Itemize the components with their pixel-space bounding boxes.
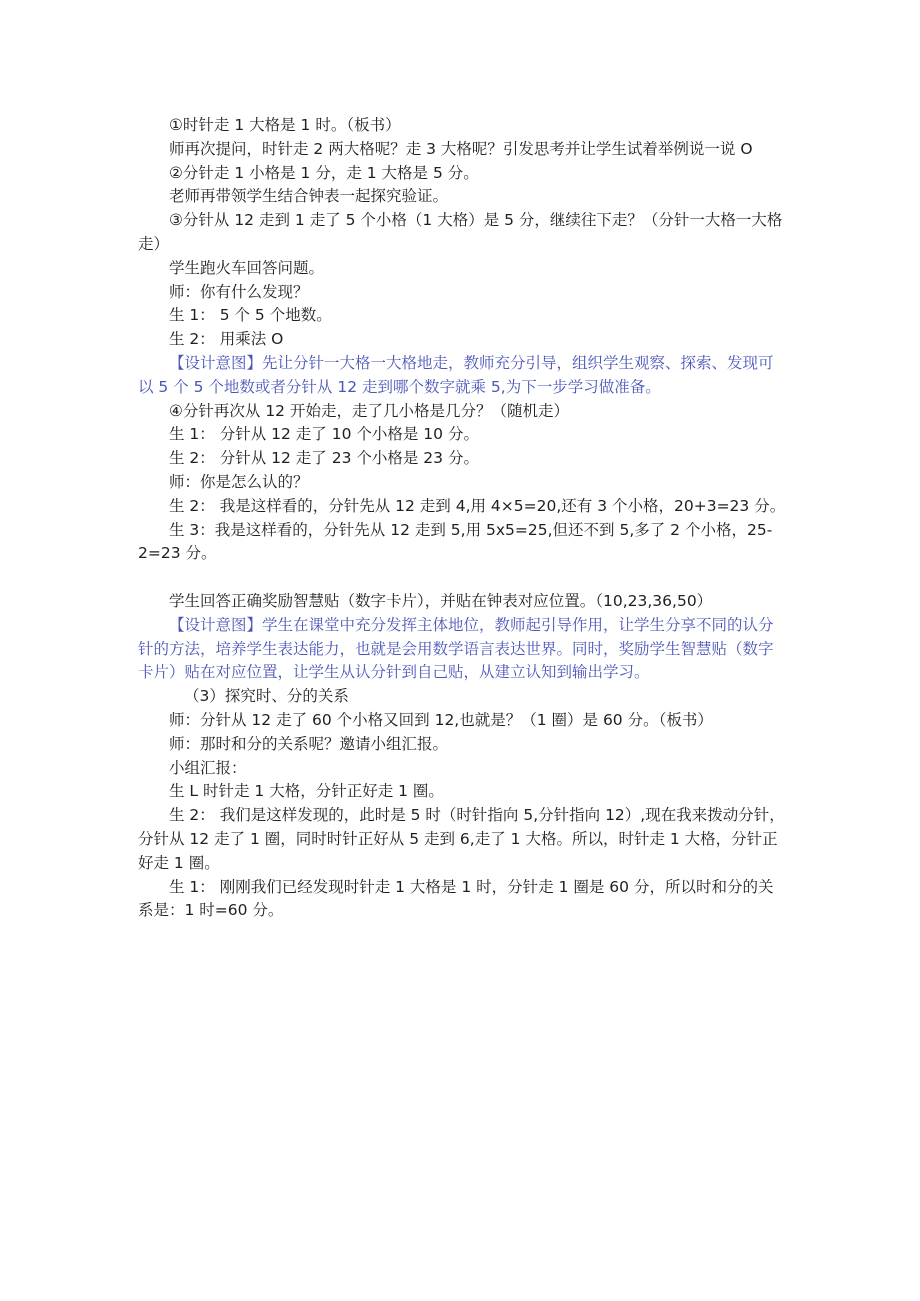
paragraph-teacher-question: 师再次提问，时针走 2 两大格呢？走 3 大格呢？引发思考并让学生试着举例说一说 O [169,139,753,158]
paragraph-student-l: 生 L 时针走 1 大格，分针正好走 1 圈。 [169,782,444,801]
paragraph-reward: 学生回答正确奖励智慧贴（数字卡片），并贴在钟表对应位置。（10,23,36,50） [169,591,713,610]
section-heading-3: （3）探究时、分的关系 [184,687,349,706]
paragraph-teacher-relation: 师：那时和分的关系呢？邀请小组汇报。 [169,734,449,753]
paragraph-student3-method: 生 3：我是这样看的，分针先从 12 走到 5,用 5x5=25,但还不到 5,多了 2 个小格，25-2=23 分。 [138,520,773,563]
paragraph-student2-discovery: 生 2： 我们是这样发现的，此时是 5 时（时针指向 5,分针指向 12）,现在我来拨动分针，分针从 12 走了 1 圈，同时时针正好从 5 走到 6,走了 1 大格。所以，时针走 1 大格，分针正好走 1 圈。 [138,806,785,872]
paragraph-student1-count: 生 1： 5 个 5 个地数。 [169,306,332,325]
paragraph-minute-hand: ②分针走 1 小格是 1 分，走 1 大格是 5 分。 [169,163,479,182]
paragraph-student1-conclusion: 生 1： 刚刚我们已经发现时针走 1 大格是 1 时，分针走 1 圈是 60 分，所以时和分的关系是：1 时=60 分。 [138,877,774,920]
paragraph-student1-10: 生 1： 分针从 12 走了 10 个小格是 10 分。 [169,425,479,444]
paragraph-student2-method: 生 2： 我是这样看的，分针先从 12 走到 4,用 4×5=20,还有 3 个小格，20+3=23 分。 [169,496,786,515]
design-intent-2: 【设计意图】学生在课堂中充分发挥主体地位，教师起引导作用，让学生分享不同的认分针的方法，培养学生表达能力，也就是会用数学语言表达世界。同时，奖励学生智慧贴（数字卡片）贴在对应位置，让学生从认分针到自己贴，从建立认知到输出学习。 [138,615,774,682]
paragraph-student2-multiply: 生 2： 用乘法 O [169,330,284,349]
paragraph-hour-hand: ①时针走 1 大格是 1 时。（板书） [169,116,401,134]
design-intent-1: 【设计意图】先让分针一大格一大格地走，教师充分引导，组织学生观察、探索、发现可以 5 个 5 个地数或者分针从 12 走到哪个数字就乘 5,为下一步学习做准备。 [138,353,774,396]
paragraph-teacher-explore: 老师再带领学生结合钟表一起探究验证。 [169,187,449,206]
paragraph-group-report: 小组汇报： [169,758,247,777]
paragraph-teacher-60: 师：分针从 12 走了 60 个小格又回到 12,也就是？（1 圈）是 60 分。（板书） [169,710,713,729]
paragraph-student2-23: 生 2： 分针从 12 走了 23 个小格是 23 分。 [169,449,479,468]
paragraph-teacher-discover: 师：你有什么发现？ [169,282,309,301]
document-body [138,114,788,923]
paragraph-minute-random: ④分针再次从 12 开始走，走了几小格是几分？（随机走） [169,401,569,420]
paragraph-teacher-how: 师：你是怎么认的？ [169,472,309,491]
paragraph-minute-from-12: ③分针从 12 走到 1 走了 5 个小格（1 大格）是 5 分，继续往下走？（分针一大格一大格走） [138,211,783,253]
paragraph-train-answer: 学生跑火车回答问题。 [169,258,325,277]
